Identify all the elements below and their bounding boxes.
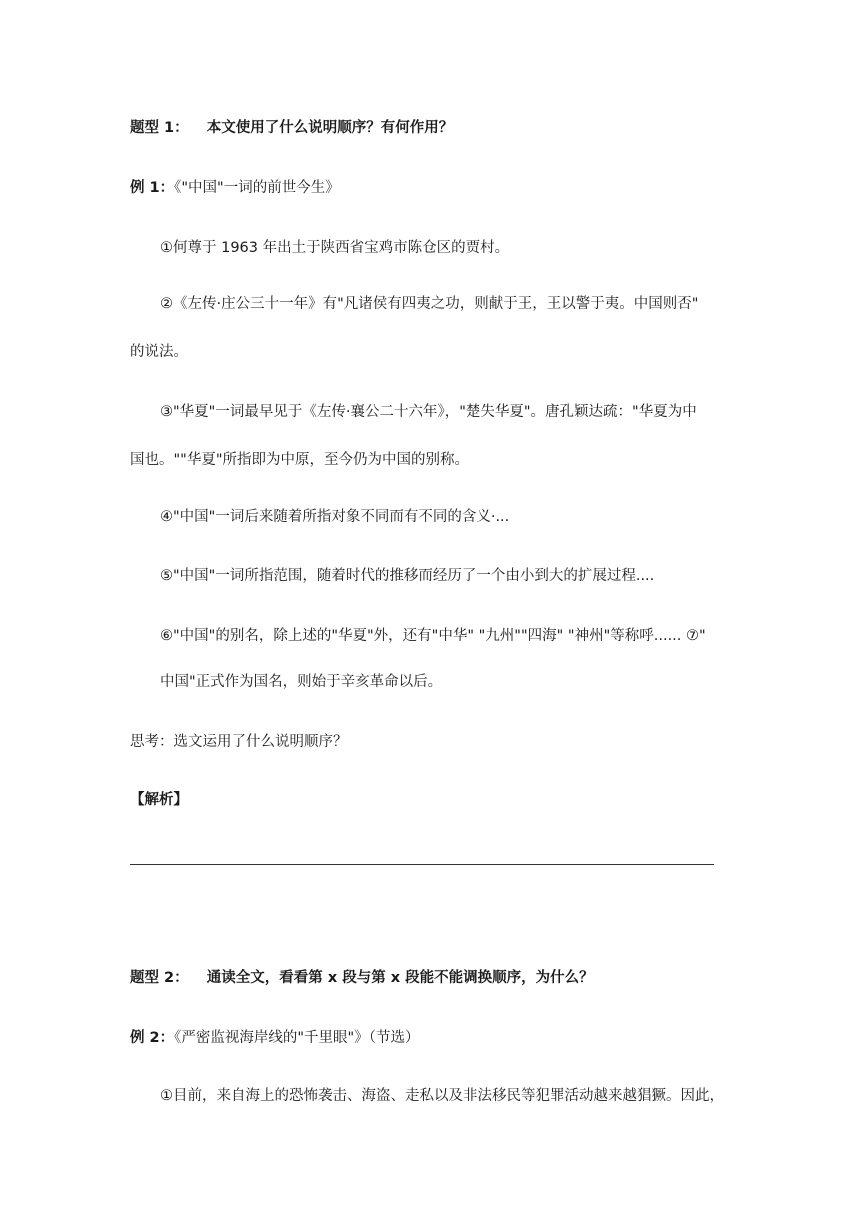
paragraph-s2-1: ①目前，来自海上的恐怖袭击、海盗、走私以及非法移民等犯罪活动越来越猖獗。因此，	[160, 1088, 724, 1104]
section1-heading-label: 题型 1：	[130, 120, 189, 136]
paragraph-3: ③"华夏"一词最早见于《左传·襄公二十六年》，"楚失华夏"。唐孔颖达疏："华夏为中	[160, 404, 697, 420]
analysis-label: 【解析】	[130, 792, 188, 808]
section2-heading	[130, 968, 594, 988]
paragraph-3-cont: 国也。""华夏"所指即为中原，至今仍为中国的别称。	[130, 452, 470, 468]
section2-heading-label: 题型 2：	[130, 970, 189, 986]
section2-heading-text: 通读全文，看看第 x 段与第 x 段能不能调换顺序，为什么？	[206, 970, 594, 986]
paragraph-1: ①何尊于 1963 年出土于陕西省宝鸡市陈仓区的贾村。	[160, 240, 510, 256]
example1-label: 例 1：	[130, 180, 175, 196]
paragraph-2-cont: 的说法。	[130, 344, 188, 360]
section1-heading-text: 本文使用了什么说明顺序？有何作用？	[206, 120, 454, 136]
paragraph-5: ⑤"中国"一词所指范围，随着时代的推移而经历了一个由小到大的扩展过程....	[160, 568, 655, 584]
example2-line	[130, 1028, 419, 1048]
answer-line	[130, 864, 714, 865]
example1-title: 《"中国"一词的前世今生》	[174, 180, 340, 196]
paragraph-7: 中国"正式作为国名，则始于辛亥革命以后。	[160, 674, 443, 690]
paragraph-6: ⑥"中国"的别名，除上述的"华夏"外，还有"中华" "九州""四海" "神州"等称呼...... ⑦"	[160, 628, 706, 644]
example2-title: 《严密监视海岸线的"千里眼"》（节选）	[174, 1030, 420, 1046]
think-question: 思考：选文运用了什么说明顺序？	[130, 734, 348, 750]
paragraph-2: ②《左传·庄公三十一年》有"凡诸侯有四夷之功，则献于王，王以警于夷。中国则否"	[160, 296, 699, 312]
paragraph-4: ④"中国"一词后来随着所指对象不同而有不同的含义·...	[160, 509, 510, 525]
section1-heading	[130, 118, 453, 138]
example1-line	[130, 178, 340, 198]
example2-label: 例 2：	[130, 1030, 175, 1046]
